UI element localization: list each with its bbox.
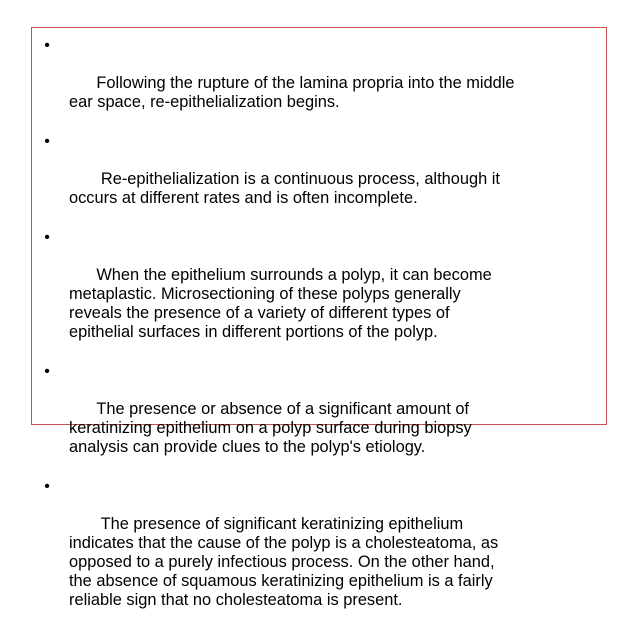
bullet-dot-icon: • xyxy=(44,37,50,54)
bullet-dot-icon: • xyxy=(44,363,50,380)
bullet-text-1: Following the rupture of the lamina propria into the middle ear space, re-epithelialization begins. xyxy=(69,74,515,111)
bullet-dot-icon: • xyxy=(44,478,50,495)
bullet-text-4: The presence or absence of a significant amount of keratinizing epithelium on a polyp surface during biopsy analysis can provide clues to the polyp's etiology. xyxy=(69,400,472,456)
bullet-item-3 xyxy=(40,228,600,361)
bullet-item-4 xyxy=(40,362,600,476)
bullet-text-2: Re-epithelialization is a continuous process, although it occurs at different rates and is often incomplete. xyxy=(69,170,500,207)
bullet-text-5: The presence of significant keratinizing epithelium indicates that the cause of the polyp is a cholesteatoma, as opposed to a purely infectious process. On the other hand, the absence of squamous keratinizing epithelium is a fairly reliable sign that no cholesteatoma is present. xyxy=(69,515,499,609)
bullet-item-5 xyxy=(40,477,600,629)
bullet-dot-icon: • xyxy=(44,133,50,150)
bullet-item-2 xyxy=(40,132,600,227)
slide-text-frame xyxy=(31,27,607,609)
bullet-text-3: When the epithelium surrounds a polyp, it can become metaplastic. Microsectioning of these polyps generally reveals the presence of a variety of different types of epithelial surfaces in different portions of the polyp. xyxy=(69,266,492,341)
bullet-list xyxy=(40,36,600,630)
bullet-dot-icon: • xyxy=(44,229,50,246)
bullet-item-1 xyxy=(40,36,600,131)
